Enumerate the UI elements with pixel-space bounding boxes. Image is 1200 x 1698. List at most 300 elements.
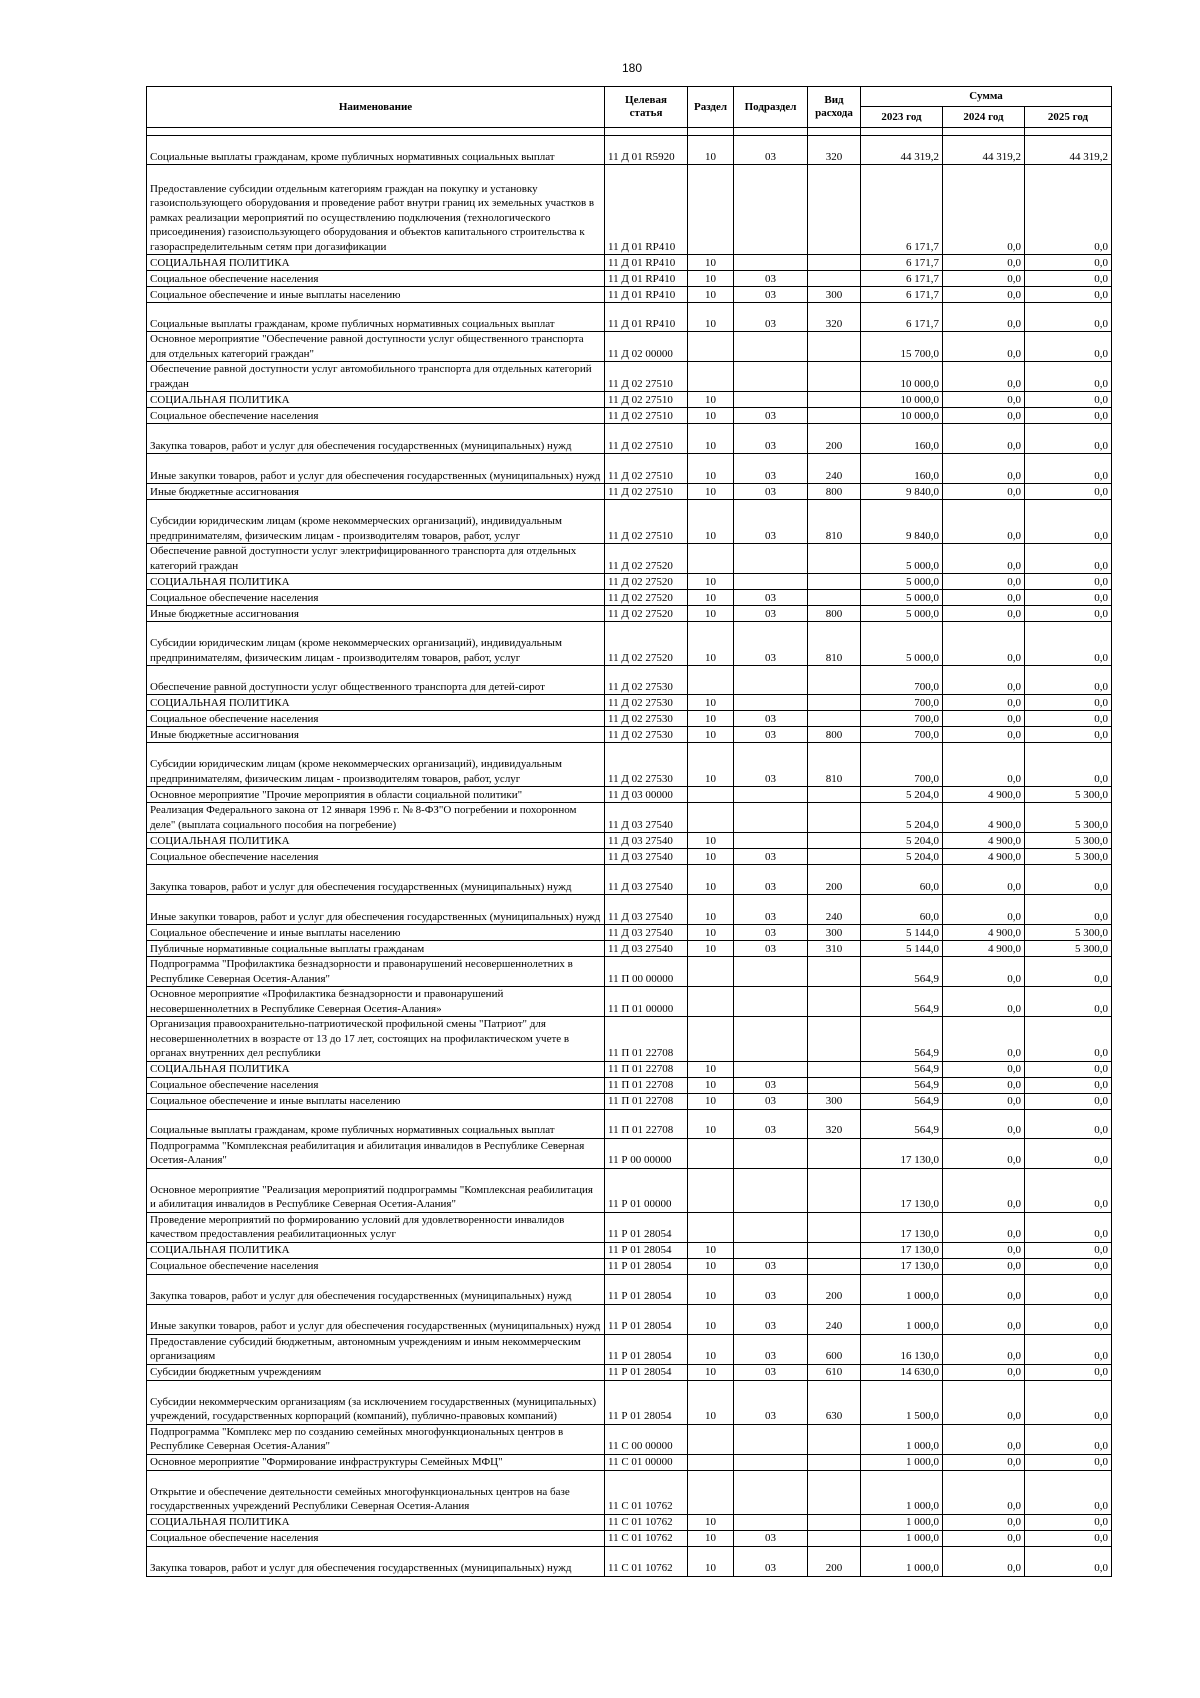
cell-section xyxy=(688,1424,734,1454)
cell-amount-2023: 17 130,0 xyxy=(861,1242,943,1258)
cell-name: Иные закупки товаров, работ и услуг для обеспечения государственных (муниципальных) нужд xyxy=(147,454,605,484)
cell-amount-2025: 0,0 xyxy=(1025,574,1112,590)
cell-subsection: 03 xyxy=(734,1380,808,1424)
cell-expense-type: 800 xyxy=(808,606,861,622)
cell-name: Проведение мероприятий по формированию условий для удовлетворенности инвалидов качеством предоставления реабилитационных услуг xyxy=(147,1212,605,1242)
cell-expense-type: 300 xyxy=(808,287,861,303)
cell-amount-2023: 1 500,0 xyxy=(861,1380,943,1424)
cell-name: СОЦИАЛЬНАЯ ПОЛИТИКА xyxy=(147,574,605,590)
cell-amount-2023: 5 144,0 xyxy=(861,941,943,957)
cell-section: 10 xyxy=(688,895,734,925)
cell-amount-2025: 0,0 xyxy=(1025,544,1112,574)
cell-target-code: 11 Д 02 27530 xyxy=(605,666,688,695)
table-row xyxy=(147,1212,1112,1242)
cell-name: Социальное обеспечение и иные выплаты населению xyxy=(147,925,605,941)
cell-amount-2023: 5 204,0 xyxy=(861,849,943,865)
cell-amount-2025: 0,0 xyxy=(1025,711,1112,727)
cell-section: 10 xyxy=(688,303,734,332)
cell-section: 10 xyxy=(688,1242,734,1258)
cell-target-code: 11 С 01 10762 xyxy=(605,1546,688,1576)
header-year-2025: 2025 год xyxy=(1025,107,1112,128)
cell-amount-2025: 0,0 xyxy=(1025,424,1112,454)
cell-section: 10 xyxy=(688,1093,734,1109)
cell-amount-2024: 0,0 xyxy=(943,1168,1025,1212)
table-row xyxy=(147,287,1112,303)
cell-name: Субсидии юридическим лицам (кроме некоммерческих организаций), индивидуальным предпринимателям, физическим лицам - производителям товаров, работ, услуг xyxy=(147,622,605,666)
cell-amount-2023: 5 000,0 xyxy=(861,622,943,666)
table-body xyxy=(147,136,1112,1577)
cell-target-code: 11 Р 01 28054 xyxy=(605,1242,688,1258)
table-row xyxy=(147,255,1112,271)
cell-expense-type xyxy=(808,590,861,606)
cell-name: Реализация Федерального закона от 12 января 1996 г. № 8-ФЗ"О погребении и похоронном деле" (выплата социального пособия на погребение) xyxy=(147,803,605,833)
table-row xyxy=(147,743,1112,787)
cell-subsection: 03 xyxy=(734,500,808,544)
cell-amount-2024: 0,0 xyxy=(943,1258,1025,1274)
cell-section: 10 xyxy=(688,606,734,622)
cell-subsection: 03 xyxy=(734,1364,808,1380)
cell-name: Социальное обеспечение и иные выплаты населению xyxy=(147,287,605,303)
cell-target-code: 11 Д 02 27520 xyxy=(605,606,688,622)
cell-name: Субсидии бюджетным учреждениям xyxy=(147,1364,605,1380)
cell-amount-2023: 5 144,0 xyxy=(861,925,943,941)
cell-expense-type: 800 xyxy=(808,727,861,743)
cell-section: 10 xyxy=(688,865,734,895)
cell-target-code: 11 Р 01 28054 xyxy=(605,1212,688,1242)
cell-subsection: 03 xyxy=(734,711,808,727)
cell-expense-type xyxy=(808,987,861,1017)
cell-section: 10 xyxy=(688,1258,734,1274)
cell-amount-2025: 0,0 xyxy=(1025,271,1112,287)
cell-expense-type xyxy=(808,1212,861,1242)
cell-expense-type: 310 xyxy=(808,941,861,957)
cell-expense-type: 300 xyxy=(808,1093,861,1109)
cell-amount-2025: 0,0 xyxy=(1025,1077,1112,1093)
cell-amount-2025: 0,0 xyxy=(1025,255,1112,271)
cell-amount-2025: 0,0 xyxy=(1025,695,1112,711)
cell-amount-2024: 0,0 xyxy=(943,1380,1025,1424)
cell-amount-2024: 0,0 xyxy=(943,1109,1025,1138)
cell-target-code: 11 Д 02 27530 xyxy=(605,711,688,727)
table-row xyxy=(147,727,1112,743)
cell-section: 10 xyxy=(688,622,734,666)
cell-target-code: 11 Р 01 28054 xyxy=(605,1304,688,1334)
table-row xyxy=(147,1514,1112,1530)
cell-expense-type: 320 xyxy=(808,303,861,332)
cell-subsection: 03 xyxy=(734,1093,808,1109)
cell-expense-type: 200 xyxy=(808,1546,861,1576)
cell-expense-type xyxy=(808,1454,861,1470)
cell-expense-type xyxy=(808,408,861,424)
cell-amount-2023: 564,9 xyxy=(861,1109,943,1138)
cell-name: Предоставление субсидии отдельным категориям граждан на покупку и установку газоиспользующего оборудования и проведение работ внутри границ их земельных участков в рамках реализации мероприятий по осуществлению подключения (технологического присоединения) газоиспользующего оборудования и объектов капитального строительства к газораспределительным сетям при догазификации xyxy=(147,165,605,255)
cell-subsection: 03 xyxy=(734,622,808,666)
cell-target-code: 11 Д 01 RP410 xyxy=(605,287,688,303)
cell-name: Основное мероприятие "Формирование инфраструктуры Семейных МФЦ" xyxy=(147,1454,605,1470)
cell-name: Социальное обеспечение населения xyxy=(147,711,605,727)
cell-amount-2024: 0,0 xyxy=(943,1454,1025,1470)
table-header xyxy=(147,87,1112,136)
cell-expense-type: 240 xyxy=(808,895,861,925)
cell-amount-2023: 9 840,0 xyxy=(861,500,943,544)
cell-section xyxy=(688,666,734,695)
cell-section xyxy=(688,1454,734,1470)
cell-name: Субсидии юридическим лицам (кроме некоммерческих организаций), индивидуальным предпринимателям, физическим лицам - производителям товаров, работ, услуг xyxy=(147,743,605,787)
cell-expense-type xyxy=(808,574,861,590)
cell-amount-2024: 0,0 xyxy=(943,1242,1025,1258)
table-row xyxy=(147,574,1112,590)
header-section: Раздел xyxy=(688,87,734,128)
cell-amount-2025: 0,0 xyxy=(1025,895,1112,925)
cell-name: Обеспечение равной доступности услуг автомобильного транспорта для отдельных категорий граждан xyxy=(147,362,605,392)
cell-target-code: 11 Д 02 27510 xyxy=(605,500,688,544)
cell-expense-type xyxy=(808,1530,861,1546)
table-row xyxy=(147,622,1112,666)
cell-amount-2024: 0,0 xyxy=(943,1304,1025,1334)
cell-amount-2023: 5 000,0 xyxy=(861,590,943,606)
cell-expense-type xyxy=(808,666,861,695)
cell-subsection xyxy=(734,255,808,271)
cell-amount-2023: 1 000,0 xyxy=(861,1546,943,1576)
header-expense-type: Вид расхода xyxy=(808,87,861,128)
cell-expense-type xyxy=(808,787,861,803)
cell-subsection: 03 xyxy=(734,1109,808,1138)
cell-subsection xyxy=(734,987,808,1017)
cell-target-code: 11 Д 03 00000 xyxy=(605,787,688,803)
cell-subsection xyxy=(734,544,808,574)
cell-section: 10 xyxy=(688,925,734,941)
table-row xyxy=(147,1380,1112,1424)
cell-target-code: 11 Д 03 27540 xyxy=(605,865,688,895)
cell-amount-2023: 5 204,0 xyxy=(861,787,943,803)
cell-target-code: 11 Р 01 28054 xyxy=(605,1380,688,1424)
cell-target-code: 11 Р 01 28054 xyxy=(605,1274,688,1304)
cell-amount-2023: 564,9 xyxy=(861,957,943,987)
cell-expense-type: 610 xyxy=(808,1364,861,1380)
cell-section: 10 xyxy=(688,711,734,727)
cell-section xyxy=(688,165,734,255)
cell-name: СОЦИАЛЬНАЯ ПОЛИТИКА xyxy=(147,695,605,711)
cell-section: 10 xyxy=(688,255,734,271)
cell-amount-2023: 564,9 xyxy=(861,1061,943,1077)
cell-amount-2025: 0,0 xyxy=(1025,1334,1112,1364)
page-number: 180 xyxy=(621,61,643,75)
header-year-2024: 2024 год xyxy=(943,107,1025,128)
table-row xyxy=(147,1424,1112,1454)
cell-target-code: 11 С 00 00000 xyxy=(605,1424,688,1454)
cell-section xyxy=(688,787,734,803)
cell-name: Иные бюджетные ассигнования xyxy=(147,484,605,500)
cell-amount-2023: 17 130,0 xyxy=(861,1168,943,1212)
table-row xyxy=(147,303,1112,332)
cell-amount-2024: 0,0 xyxy=(943,1334,1025,1364)
cell-section: 10 xyxy=(688,849,734,865)
cell-section: 10 xyxy=(688,287,734,303)
cell-name: Закупка товаров, работ и услуг для обеспечения государственных (муниципальных) нужд xyxy=(147,1546,605,1576)
cell-target-code: 11 П 00 00000 xyxy=(605,957,688,987)
cell-name: Подпрограмма "Комплекс мер по созданию семейных многофункциональных центров в Республике Северная Осетия-Алания" xyxy=(147,1424,605,1454)
cell-section: 10 xyxy=(688,271,734,287)
cell-target-code: 11 П 01 22708 xyxy=(605,1077,688,1093)
cell-expense-type xyxy=(808,1017,861,1062)
cell-subsection: 03 xyxy=(734,454,808,484)
cell-subsection: 03 xyxy=(734,849,808,865)
cell-amount-2023: 1 000,0 xyxy=(861,1274,943,1304)
table-row xyxy=(147,1274,1112,1304)
cell-amount-2023: 5 000,0 xyxy=(861,574,943,590)
cell-amount-2025: 0,0 xyxy=(1025,1138,1112,1168)
table-row xyxy=(147,1093,1112,1109)
cell-amount-2023: 17 130,0 xyxy=(861,1138,943,1168)
cell-section xyxy=(688,544,734,574)
cell-expense-type xyxy=(808,1514,861,1530)
cell-amount-2023: 17 130,0 xyxy=(861,1212,943,1242)
cell-amount-2024: 0,0 xyxy=(943,408,1025,424)
cell-amount-2025: 0,0 xyxy=(1025,392,1112,408)
cell-section: 10 xyxy=(688,424,734,454)
cell-amount-2024: 0,0 xyxy=(943,454,1025,484)
cell-expense-type xyxy=(808,1470,861,1514)
cell-section xyxy=(688,1212,734,1242)
cell-target-code: 11 Д 02 27520 xyxy=(605,622,688,666)
cell-amount-2025: 5 300,0 xyxy=(1025,787,1112,803)
cell-name: Закупка товаров, работ и услуг для обеспечения государственных (муниципальных) нужд xyxy=(147,1274,605,1304)
cell-amount-2024: 0,0 xyxy=(943,1017,1025,1062)
cell-subsection xyxy=(734,1470,808,1514)
cell-target-code: 11 Д 02 27520 xyxy=(605,574,688,590)
cell-expense-type: 300 xyxy=(808,925,861,941)
cell-section: 10 xyxy=(688,590,734,606)
cell-expense-type: 200 xyxy=(808,865,861,895)
cell-section: 10 xyxy=(688,392,734,408)
cell-name: Иные бюджетные ассигнования xyxy=(147,606,605,622)
cell-amount-2024: 0,0 xyxy=(943,574,1025,590)
cell-subsection: 03 xyxy=(734,1258,808,1274)
table-row xyxy=(147,1454,1112,1470)
cell-amount-2024: 4 900,0 xyxy=(943,925,1025,941)
table-row xyxy=(147,165,1112,255)
cell-name: Социальное обеспечение населения xyxy=(147,1258,605,1274)
cell-subsection: 03 xyxy=(734,408,808,424)
cell-subsection: 03 xyxy=(734,895,808,925)
table-row xyxy=(147,987,1112,1017)
cell-amount-2023: 564,9 xyxy=(861,1077,943,1093)
table-row xyxy=(147,1061,1112,1077)
cell-amount-2023: 1 000,0 xyxy=(861,1530,943,1546)
cell-amount-2023: 6 171,7 xyxy=(861,255,943,271)
cell-expense-type: 600 xyxy=(808,1334,861,1364)
cell-target-code: 11 С 01 10762 xyxy=(605,1470,688,1514)
table-row xyxy=(147,1077,1112,1093)
table-row xyxy=(147,544,1112,574)
cell-amount-2025: 0,0 xyxy=(1025,408,1112,424)
cell-name: Социальное обеспечение и иные выплаты населению xyxy=(147,1093,605,1109)
cell-amount-2023: 60,0 xyxy=(861,865,943,895)
cell-amount-2023: 60,0 xyxy=(861,895,943,925)
cell-expense-type: 200 xyxy=(808,424,861,454)
cell-amount-2024: 0,0 xyxy=(943,1061,1025,1077)
cell-subsection xyxy=(734,833,808,849)
cell-amount-2024: 0,0 xyxy=(943,957,1025,987)
cell-expense-type: 810 xyxy=(808,622,861,666)
header-target: Целевая статья xyxy=(605,87,688,128)
table-row xyxy=(147,1546,1112,1576)
cell-subsection: 03 xyxy=(734,727,808,743)
cell-amount-2025: 0,0 xyxy=(1025,987,1112,1017)
cell-amount-2024: 0,0 xyxy=(943,1274,1025,1304)
cell-target-code: 11 Д 03 27540 xyxy=(605,803,688,833)
cell-subsection: 03 xyxy=(734,865,808,895)
cell-amount-2025: 0,0 xyxy=(1025,454,1112,484)
cell-expense-type xyxy=(808,271,861,287)
cell-amount-2025: 5 300,0 xyxy=(1025,833,1112,849)
cell-amount-2025: 0,0 xyxy=(1025,1530,1112,1546)
cell-section xyxy=(688,987,734,1017)
cell-subsection xyxy=(734,803,808,833)
cell-amount-2023: 16 130,0 xyxy=(861,1334,943,1364)
cell-amount-2024: 0,0 xyxy=(943,666,1025,695)
cell-target-code: 11 Д 02 27530 xyxy=(605,743,688,787)
cell-amount-2023: 6 171,7 xyxy=(861,303,943,332)
cell-target-code: 11 П 01 22708 xyxy=(605,1017,688,1062)
cell-amount-2023: 700,0 xyxy=(861,695,943,711)
table-row xyxy=(147,392,1112,408)
cell-amount-2023: 10 000,0 xyxy=(861,362,943,392)
cell-amount-2024: 0,0 xyxy=(943,1212,1025,1242)
cell-subsection xyxy=(734,1138,808,1168)
cell-target-code: 11 П 01 22708 xyxy=(605,1093,688,1109)
cell-name: СОЦИАЛЬНАЯ ПОЛИТИКА xyxy=(147,1061,605,1077)
cell-subsection xyxy=(734,332,808,362)
cell-target-code: 11 Д 01 R5920 xyxy=(605,136,688,165)
cell-amount-2024: 0,0 xyxy=(943,500,1025,544)
cell-subsection: 03 xyxy=(734,590,808,606)
cell-section: 10 xyxy=(688,484,734,500)
cell-name: Открытие и обеспечение деятельности семейных многофункциональных центров на базе государственных учреждений Республики Северная Осетия-Алания xyxy=(147,1470,605,1514)
cell-amount-2024: 0,0 xyxy=(943,1093,1025,1109)
cell-expense-type xyxy=(808,1061,861,1077)
cell-amount-2024: 0,0 xyxy=(943,255,1025,271)
cell-subsection: 03 xyxy=(734,1077,808,1093)
cell-target-code: 11 П 01 22708 xyxy=(605,1109,688,1138)
cell-expense-type xyxy=(808,711,861,727)
cell-expense-type xyxy=(808,1138,861,1168)
cell-section: 10 xyxy=(688,1364,734,1380)
cell-target-code: 11 Д 01 RP410 xyxy=(605,303,688,332)
table-row xyxy=(147,787,1112,803)
cell-section: 10 xyxy=(688,833,734,849)
cell-target-code: 11 Д 03 27540 xyxy=(605,925,688,941)
cell-name: Социальное обеспечение населения xyxy=(147,1530,605,1546)
cell-target-code: 11 Д 03 27540 xyxy=(605,895,688,925)
cell-amount-2024: 0,0 xyxy=(943,1077,1025,1093)
cell-name: Закупка товаров, работ и услуг для обеспечения государственных (муниципальных) нужд xyxy=(147,865,605,895)
cell-target-code: 11 П 01 22708 xyxy=(605,1061,688,1077)
cell-amount-2024: 0,0 xyxy=(943,165,1025,255)
cell-expense-type: 240 xyxy=(808,454,861,484)
cell-amount-2024: 44 319,2 xyxy=(943,136,1025,165)
cell-subsection: 03 xyxy=(734,271,808,287)
cell-amount-2024: 4 900,0 xyxy=(943,941,1025,957)
cell-amount-2025: 0,0 xyxy=(1025,332,1112,362)
cell-expense-type: 810 xyxy=(808,743,861,787)
header-subsection: Подраздел xyxy=(734,87,808,128)
cell-amount-2024: 0,0 xyxy=(943,1514,1025,1530)
cell-amount-2023: 9 840,0 xyxy=(861,484,943,500)
cell-expense-type: 240 xyxy=(808,1304,861,1334)
cell-expense-type xyxy=(808,1424,861,1454)
cell-amount-2025: 0,0 xyxy=(1025,165,1112,255)
cell-name: СОЦИАЛЬНАЯ ПОЛИТИКА xyxy=(147,1242,605,1258)
cell-section: 10 xyxy=(688,941,734,957)
cell-subsection: 03 xyxy=(734,1274,808,1304)
cell-amount-2023: 700,0 xyxy=(861,727,943,743)
cell-subsection xyxy=(734,957,808,987)
cell-amount-2024: 0,0 xyxy=(943,606,1025,622)
cell-name: Организация правоохранительно-патриотической профильной смены "Патриот" для несовершеннолетних в возрасте от 13 до 17 лет, состоящих на профилактическом учете в органах внутренних дел республики xyxy=(147,1017,605,1062)
cell-amount-2024: 0,0 xyxy=(943,1364,1025,1380)
cell-subsection xyxy=(734,1212,808,1242)
cell-amount-2024: 0,0 xyxy=(943,303,1025,332)
cell-amount-2025: 0,0 xyxy=(1025,1514,1112,1530)
cell-amount-2024: 4 900,0 xyxy=(943,849,1025,865)
cell-amount-2025: 5 300,0 xyxy=(1025,925,1112,941)
cell-section: 10 xyxy=(688,1530,734,1546)
cell-target-code: 11 Д 03 27540 xyxy=(605,833,688,849)
cell-subsection xyxy=(734,392,808,408)
cell-subsection: 03 xyxy=(734,303,808,332)
table-row xyxy=(147,925,1112,941)
cell-amount-2023: 564,9 xyxy=(861,987,943,1017)
cell-expense-type xyxy=(808,165,861,255)
cell-section xyxy=(688,803,734,833)
cell-amount-2024: 0,0 xyxy=(943,332,1025,362)
cell-subsection xyxy=(734,1017,808,1062)
cell-subsection xyxy=(734,574,808,590)
cell-target-code: 11 Д 02 27530 xyxy=(605,695,688,711)
header-year-2023: 2023 год xyxy=(861,107,943,128)
cell-target-code: 11 Д 02 27510 xyxy=(605,484,688,500)
cell-amount-2024: 0,0 xyxy=(943,1530,1025,1546)
cell-subsection: 03 xyxy=(734,424,808,454)
cell-amount-2024: 0,0 xyxy=(943,424,1025,454)
cell-name: Иные бюджетные ассигнования xyxy=(147,727,605,743)
table-row xyxy=(147,1334,1112,1364)
table-row xyxy=(147,1470,1112,1514)
cell-name: Подпрограмма "Комплексная реабилитация и абилитация инвалидов в Республике Северная Осетия-Алания" xyxy=(147,1138,605,1168)
cell-amount-2024: 0,0 xyxy=(943,287,1025,303)
cell-section: 10 xyxy=(688,1109,734,1138)
cell-expense-type xyxy=(808,362,861,392)
cell-expense-type xyxy=(808,833,861,849)
cell-amount-2024: 0,0 xyxy=(943,590,1025,606)
cell-amount-2023: 10 000,0 xyxy=(861,408,943,424)
cell-amount-2023: 6 171,7 xyxy=(861,287,943,303)
cell-target-code: 11 Р 01 28054 xyxy=(605,1258,688,1274)
cell-amount-2024: 0,0 xyxy=(943,1546,1025,1576)
cell-amount-2025: 0,0 xyxy=(1025,1274,1112,1304)
table-row xyxy=(147,957,1112,987)
table-row xyxy=(147,332,1112,362)
cell-name: Публичные нормативные социальные выплаты гражданам xyxy=(147,941,605,957)
table-row xyxy=(147,1242,1112,1258)
cell-subsection xyxy=(734,165,808,255)
cell-subsection xyxy=(734,1454,808,1470)
cell-amount-2023: 17 130,0 xyxy=(861,1258,943,1274)
cell-amount-2023: 6 171,7 xyxy=(861,271,943,287)
cell-subsection: 03 xyxy=(734,1334,808,1364)
cell-subsection: 03 xyxy=(734,484,808,500)
